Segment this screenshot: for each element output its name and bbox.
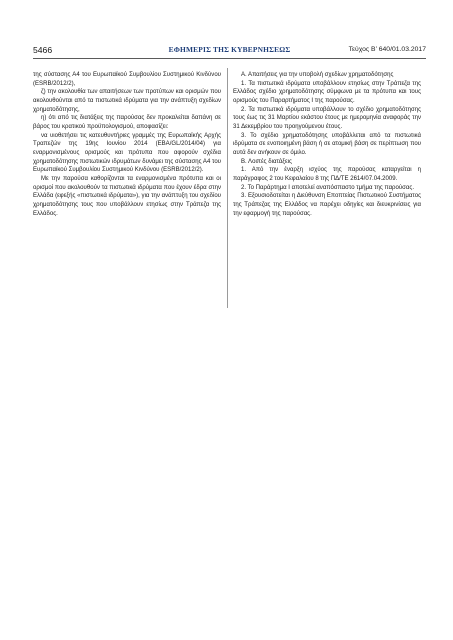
section-b-item-3: 3. Εξουσιοδοτείται η Διεύθυνση Εποπτείας Πιστωτικού Συστήματος της Τράπεζας της Ελλάδος να παρέχει οδηγίες και διευκρινίσεις για την εφαρμογή της παρούσας. — [233, 193, 421, 217]
left-paragraph-3: η) ότι από τις διατάξεις της παρούσας δεν προκαλείται δαπάνη σε βάρος του κρατικού προϋπολογισμού, αποφασίζει: — [33, 115, 221, 130]
page-header — [33, 45, 426, 57]
section-a-item-2: 2. Τα πιστωτικά ιδρύματα υποβάλλουν το σχέδιο χρηματοδότησης τους έως τις 31 Μαρτίου εκάστου έτους με ημερομηνία αναφοράς την 31 Δεκεμβρίου του προηγούμενου έτους. — [233, 106, 421, 130]
section-b-item-1: 1. Από την έναρξη ισχύος της παρούσας καταργείται η παράγραφος 2 του Κεφαλαίου 8 της ΠΔ/ΤΕ 2614/07.04.2009. — [233, 167, 421, 182]
left-column — [33, 71, 221, 218]
gazette-title: ΕΦΗΜΕΡΙΣ ΤΗΣ ΚΥΒΕΡΝΗΣΕΩΣ — [168, 45, 291, 54]
section-b-heading: Β. Λοιπές διατάξεις — [241, 158, 292, 165]
section-a-item-1: 1. Τα πιστωτικά ιδρύματα υποβάλλουν ετησίως στην Τράπεζα της Ελλάδος σχέδιο χρηματοδότησης σύμφωνα με τα πρότυπα και τους ορισμούς του Παραρτήματος Ι της παρούσας. — [233, 80, 421, 104]
issue-reference: Τεύχος Β’ 640/01.03.2017 — [348, 46, 426, 53]
column-divider — [227, 68, 228, 308]
left-paragraph-2: ζ) την ακολουθία των απαιτήσεων των προτύπων και ορισμών που ακολουθούνται από τα πιστωτικά ιδρύματα για την ανάπτυξη σχεδίων χρηματοδότησης, — [33, 89, 221, 113]
left-paragraph-1: της σύστασης Α4 του Ευρωπαϊκού Συμβουλίου Συστημικού Κινδύνου (ESRB/2012/2), — [33, 72, 221, 87]
page-number: 5466 — [33, 45, 53, 55]
left-paragraph-4: να υιοθετήσει τις κατευθυντήριες γραμμές της Ευρωπαϊκής Αρχής Τραπεζών της 19ης Ιουνίου 2014 (EBA/GL/2014/04) για εναρμονισμένους ορισμούς και πρότυπα που αφορούν σχέδια χρηματοδότησης πιστωτικών ιδρυμάτων δυνάμει της σύστασης Α4 του Ευρωπαϊκού Συμβουλίου Συστημικού Κινδύνου (ESRB/2012/2). — [33, 132, 221, 174]
section-a-item-3: 3. Το σχέδιο χρηματοδότησης υποβάλλεται από τα πιστωτικά ιδρύματα σε ενοποιημένη βάση ή σε ατομική βάση σε περίπτωση που αυτά δεν ανήκουν σε όμιλο. — [233, 132, 421, 156]
right-column — [233, 71, 421, 218]
section-b-item-2: 2. Το Παράρτημα Ι αποτελεί αναπόσπαστο τμήμα της παρούσας. — [241, 184, 414, 191]
header-rule — [33, 58, 426, 59]
section-a-heading: Α. Απαιτήσεις για την υποβολή σχεδίων χρηματοδότησης — [241, 72, 394, 78]
left-paragraph-5: Με την παρούσα καθορίζονται τα εναρμονισμένα πρότυπα και οι ορισμοί που ακολουθούν τα πιστωτικά ιδρύματα που έχουν έδρα στην Ελλάδα (εφεξής «πιστωτικά ιδρύματα»), για την ανάπτυξη του σχεδίου χρηματοδότησης τους που υποβάλλουν ετησίως στην Τράπεζα της Ελλάδος. — [33, 175, 221, 217]
